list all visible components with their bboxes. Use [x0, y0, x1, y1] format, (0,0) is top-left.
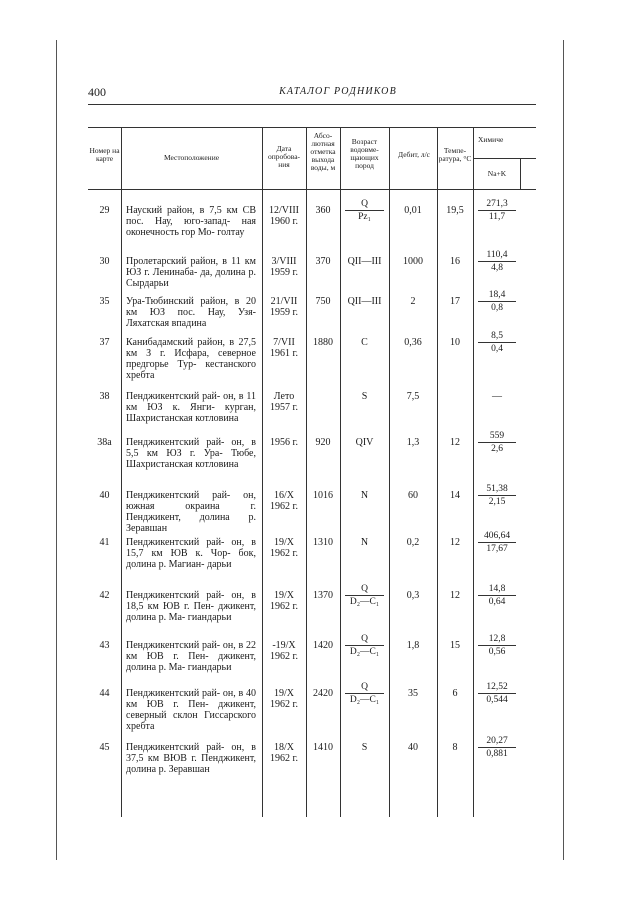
scan-edge-right	[563, 40, 564, 860]
row-chem-na-k-fraction-bar	[478, 693, 516, 694]
row-altitude: 1016	[313, 490, 333, 501]
row-debit: 0,2	[406, 537, 420, 548]
row-altitude: 750	[315, 296, 331, 307]
row-chem-na-k	[474, 634, 520, 657]
row-chem-na-k-fraction-bar	[478, 495, 516, 496]
row-date: 21/VII 1959 г.	[270, 296, 298, 318]
row-date: 16/X 1962 г.	[270, 490, 298, 512]
row-age	[341, 584, 388, 607]
row-age-denominator: Pz₁	[358, 212, 371, 222]
row-age-numerator: Q	[361, 634, 368, 644]
row-chem-na-k-fraction-bar	[478, 261, 516, 262]
row-location: Пенджикентский рай- он, в 15,7 км ЮВ к. Чор- бок, долина р. Магиан- дарьи	[126, 537, 256, 570]
page-number: 400	[88, 85, 106, 99]
head-rule	[88, 104, 536, 105]
row-chem-na-k-fraction-bar	[478, 747, 516, 748]
row-debit: 1,8	[406, 640, 420, 651]
row-date: Лето 1957 г.	[270, 391, 298, 413]
row-location: Пенджикентский рай- он, в 5,5 км ЮЗ г. Ура- Тюбе, Шахристанская котловина	[126, 437, 256, 470]
row-number: 45	[99, 742, 110, 753]
row-chem-na-k-denominator: 0,544	[486, 695, 508, 705]
row-temperature: 16	[450, 256, 460, 267]
row-date: 18/X 1962 г.	[270, 742, 298, 764]
row-age-denominator: D₂—C₁	[349, 597, 380, 607]
row-chem-na-k-denominator: 0,56	[488, 647, 506, 657]
row-chem-na-k-fraction-bar	[478, 301, 516, 302]
row-debit: 2	[410, 296, 416, 307]
row-age: QII—III	[347, 256, 382, 267]
row-chem-na-k-denominator: 0,8	[491, 303, 503, 313]
row-age-fraction-bar	[345, 595, 384, 596]
row-chem-na-k-numerator: 559	[489, 431, 505, 441]
row-altitude: 370	[315, 256, 331, 267]
row-age-denominator: D₂—C₁	[349, 695, 380, 705]
row-temperature: 15	[450, 640, 460, 651]
col-divider-6	[437, 127, 438, 817]
row-debit: 60	[408, 490, 418, 501]
row-chem-na-k-denominator: 0,881	[486, 749, 508, 759]
row-chem-na-k-fraction-bar	[478, 542, 516, 543]
row-chem-na-k-denominator: 17,67	[486, 544, 508, 554]
header-location: Местоположение	[163, 153, 220, 162]
row-debit: 0,01	[404, 205, 422, 216]
row-age	[341, 199, 388, 222]
row-debit: 40	[408, 742, 418, 753]
row-number: 37	[99, 337, 110, 348]
row-chem-na-k-numerator: 20,27	[486, 736, 508, 746]
row-chem-na-k-denominator: 2,6	[491, 444, 503, 454]
row-chem-na-k	[474, 484, 520, 507]
row-number: 30	[99, 256, 110, 267]
row-chem-na-k-denominator: 0,4	[491, 344, 503, 354]
row-location: Пенджикентский рай- он, в 22 км ЮВ г. Пен- джикент, долина р. Ма- гиандарьи	[126, 640, 256, 673]
col-divider-3	[306, 127, 307, 817]
col-divider-2	[262, 127, 263, 817]
row-chem-na-k	[474, 531, 520, 554]
header-debit: Дебит, л/с	[398, 150, 430, 159]
row-location: Пенджикентский рай- он, в 11 км ЮЗ к. Янги- курган, Шахристанская котловина	[126, 391, 256, 424]
row-debit: 0,36	[404, 337, 422, 348]
row-chem-na-k	[474, 290, 520, 313]
row-age-fraction-bar	[345, 693, 384, 694]
row-date: 7/VII 1961 г.	[270, 337, 298, 359]
col-divider-8	[520, 158, 521, 190]
row-altitude: 1310	[313, 537, 333, 548]
row-chem-na-k-numerator: 51,38	[486, 484, 508, 494]
row-number: 40	[99, 490, 110, 501]
row-chem-na-k-numerator: 8,5	[491, 331, 503, 341]
row-temperature: 6	[452, 688, 458, 699]
header-abs: Абсо- лютная отметка выхода воды, м	[310, 131, 336, 172]
header-age: Возраст водовме- щающих пород	[350, 137, 379, 170]
row-temperature: 8	[452, 742, 458, 753]
row-number: 41	[99, 537, 110, 548]
row-chem-na-k	[474, 431, 520, 454]
row-chem-na-k-numerator: 18,4	[488, 290, 506, 300]
row-altitude: 1420	[313, 640, 333, 651]
row-altitude: 2420	[313, 688, 333, 699]
row-age: S	[361, 391, 368, 402]
row-chem-na-k: —	[492, 391, 502, 402]
row-chem-na-k-numerator: 406,64	[483, 531, 511, 541]
row-chem-na-k	[474, 250, 520, 273]
row-chem-na-k	[474, 199, 520, 222]
col-divider-1	[121, 127, 122, 817]
row-location: Канибадамский район, в 27,5 км З г. Исфара, северное предгорье Тур- кестанского хребта	[126, 337, 256, 381]
row-age: N	[360, 490, 369, 501]
row-location: Пенджикентский рай- он, в 40 км ЮВ г. Пен- джикент, северный склон Гиссарского хребта	[126, 688, 256, 732]
row-altitude: 1880	[313, 337, 333, 348]
row-date: 12/VIII 1960 г.	[269, 205, 299, 227]
row-date: -19/X 1962 г.	[270, 640, 298, 662]
row-chem-na-k-numerator: 14,8	[488, 584, 506, 594]
col-divider-5	[389, 127, 390, 817]
row-chem-na-k	[474, 584, 520, 607]
row-chem-na-k-fraction-bar	[478, 442, 516, 443]
row-number: 29	[99, 205, 110, 216]
row-altitude: 920	[315, 437, 331, 448]
row-temperature: 12	[450, 537, 460, 548]
row-location: Пенджикентский рай- он, южная окраина г. Пенджикент, долина р. Зеравшан	[126, 490, 256, 534]
row-age-denominator: D₂—C₁	[349, 647, 380, 657]
row-debit: 1000	[403, 256, 423, 267]
row-age	[341, 682, 388, 705]
chem-subheader-rule	[473, 158, 536, 159]
row-date: 19/X 1962 г.	[270, 590, 298, 612]
row-number: 35	[99, 296, 110, 307]
row-age	[341, 634, 388, 657]
row-chem-na-k-numerator: 12,8	[488, 634, 506, 644]
row-age-numerator: Q	[361, 584, 368, 594]
row-date: 19/X 1962 г.	[270, 537, 298, 559]
row-date: 3/VIII 1959 г.	[270, 256, 298, 278]
row-age: N	[360, 537, 369, 548]
row-chem-na-k	[474, 331, 520, 354]
row-age-fraction-bar	[345, 210, 384, 211]
row-age: S	[361, 742, 368, 753]
row-age-numerator: Q	[361, 682, 368, 692]
row-temperature: 14	[450, 490, 460, 501]
row-chem-na-k-numerator: 110,4	[486, 250, 508, 260]
table-top-rule	[88, 127, 536, 128]
row-debit: 35	[408, 688, 418, 699]
row-location: Пролетарский район, в 11 км ЮЗ г. Ленинаба- да, долина р. Сырдарьи	[126, 256, 256, 289]
row-altitude: 1370	[313, 590, 333, 601]
row-altitude: 360	[315, 205, 331, 216]
row-chem-na-k-fraction-bar	[478, 645, 516, 646]
scan-edge-left	[56, 40, 57, 860]
row-debit: 0,3	[406, 590, 420, 601]
row-temperature: 17	[450, 296, 460, 307]
col-divider-4	[340, 127, 341, 817]
row-debit: 1,3	[406, 437, 420, 448]
row-chem-na-k-numerator: 271,3	[486, 199, 508, 209]
row-temperature: 10	[450, 337, 460, 348]
row-chem-na-k-denominator: 2,15	[488, 497, 506, 507]
row-chem-na-k-fraction-bar	[478, 210, 516, 211]
row-temperature: 12	[450, 437, 460, 448]
row-chem-na-k-fraction-bar	[478, 342, 516, 343]
row-number: 44	[99, 688, 110, 699]
row-age-numerator: Q	[361, 199, 368, 209]
row-location: Пенджикентский рай- он, в 18,5 км ЮВ г. Пен- джикент, долина р. Ма- гиандарьи	[126, 590, 256, 623]
row-age-fraction-bar	[345, 645, 384, 646]
row-age: C	[361, 337, 368, 348]
row-chem-na-k-numerator: 12,52	[486, 682, 508, 692]
row-chem-na-k	[474, 682, 520, 705]
table-header-bottom-rule	[88, 189, 536, 190]
running-head	[88, 85, 536, 101]
row-age: QIV	[355, 437, 374, 448]
row-date: 19/X 1962 г.	[270, 688, 298, 710]
row-chem-na-k-denominator: 4,8	[491, 263, 503, 273]
row-temperature: 19,5	[446, 205, 464, 216]
row-number: 38а	[97, 437, 112, 448]
row-date: 1956 г.	[270, 437, 298, 448]
header-temp: Темпе- ратура, °С	[438, 146, 472, 163]
row-chem-na-k-denominator: 0,64	[488, 597, 506, 607]
row-number: 38	[99, 391, 110, 402]
row-temperature: 12	[450, 590, 460, 601]
row-number: 43	[99, 640, 110, 651]
header-date: Дата опробова- ния	[267, 144, 301, 169]
col-divider-7	[473, 127, 474, 817]
row-chem-na-k-denominator: 11,7	[488, 212, 506, 222]
row-location: Ура-Тюбинский район, в 20 км ЮЗ пос. Нау, Узя-Ляхатская впадина	[126, 296, 256, 329]
header-na-k: Na+K	[487, 169, 507, 178]
header-chem: Химиче	[478, 135, 504, 144]
header-num: Номер на карте	[89, 146, 120, 163]
row-location: Науский район, в 7,5 км СВ пос. Нау, юго-запад- ная оконечность гор Мо- голтау	[126, 205, 256, 238]
row-chem-na-k-fraction-bar	[478, 595, 516, 596]
row-altitude: 1410	[313, 742, 333, 753]
running-title: КАТАЛОГ РОДНИКОВ	[279, 86, 397, 97]
row-debit: 7,5	[406, 391, 420, 402]
row-location: Пенджикентский рай- он, в 37,5 км ВЮВ г. Пенджикент, долина р. Зеравшан	[126, 742, 256, 775]
row-number: 42	[99, 590, 110, 601]
row-age: QII—III	[347, 296, 382, 307]
row-chem-na-k	[474, 736, 520, 759]
